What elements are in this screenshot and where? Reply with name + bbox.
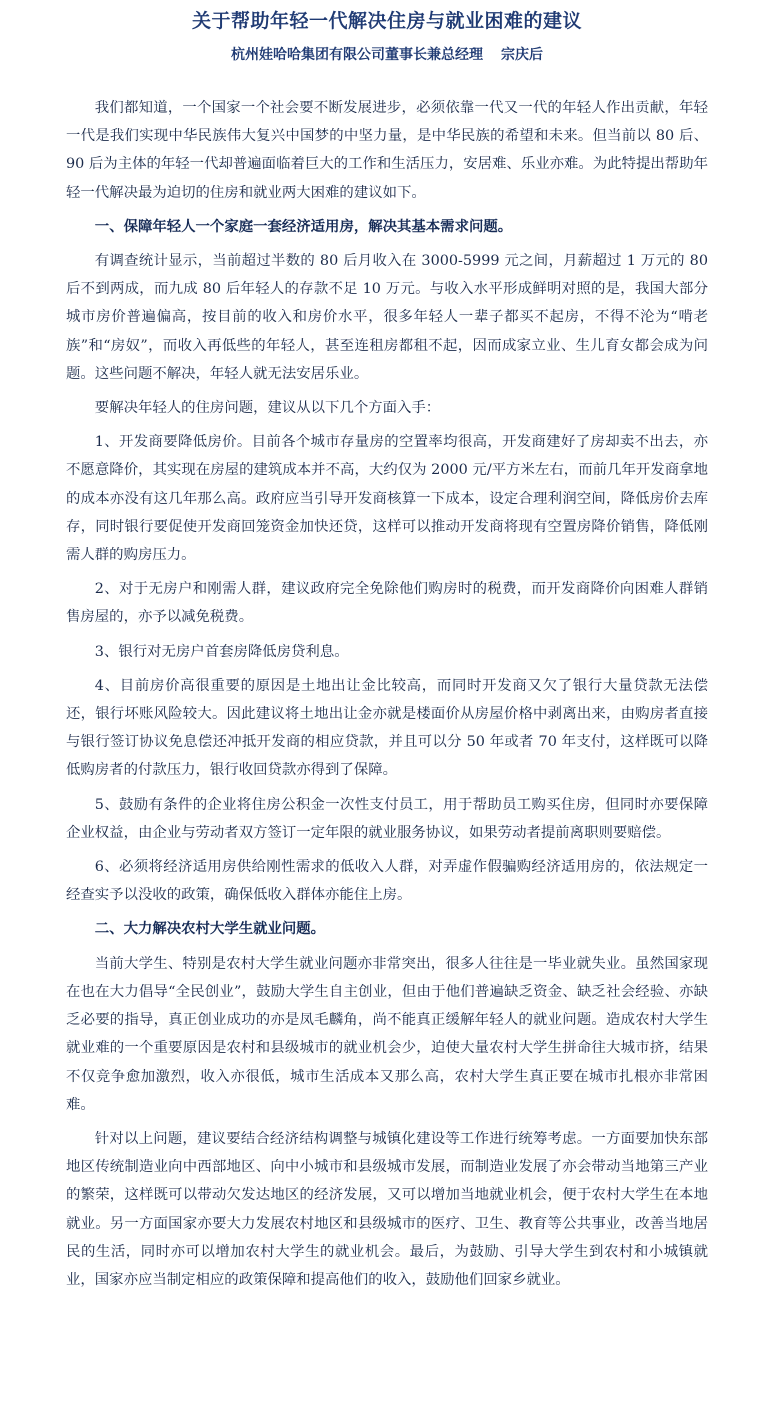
paragraph: 3、银行对无房户首套房降低房贷利息。 <box>94 643 349 660</box>
document-title: 关于帮助年轻一代解决住房与就业困难的建议 <box>191 10 582 32</box>
paragraph: 针对以上问题，建议要结合经济结构调整与城镇化建设等工作进行统筹考虑。一方面要加快东部地区传统制造业向中西部地区、向中小城市和县级城市发展，而制造业发展了亦会带动当地第三产业的繁荣，这样既可以带动欠发达地区的经济发展，又可以增加当地就业机会，便于农村大学生在本地就业。另一方面国家亦要大力发展农村地区和县级城市的医疗、卫生、教育等公共事业，改善当地居民的生活，同时亦可以增加农村大学生的就业机会。最后，为鼓励、引导大学生到农村和小城镇就业，国家亦应当制定相应的政策保障和提高他们的收入，鼓励他们回家乡就业。 <box>66 1130 708 1288</box>
paragraph: 要解决年轻人的住房问题，建议从以下几个方面入手： <box>94 400 441 417</box>
paragraph: 我们都知道，一个国家一个社会要不断发展进步，必须依靠一代又一代的年轻人作出贡献，年轻一代是我们实现中华民族伟大复兴中国梦的中坚力量，是中华民族的希望和未来。但当前以 80 后、90 后为主体的年轻一代却普遍面临着巨大的工作和生活压力，安居难、乐业亦难。为此特提出帮助年轻一代解决最为迫切的住房和就业两大困难的建议如下。 <box>66 100 708 201</box>
section-heading: 二、大力解决农村大学生就业问题。 <box>94 920 326 938</box>
paragraph: 4、目前房价高很重要的原因是土地出让金比较高，而同时开发商又欠了银行大量贷款无法偿还，银行坏账风险较大。因此建议将土地出让金亦就是楼面价从房屋价格中剥离出来，由购房者直接与银行签订协议免息偿还冲抵开发商的相应贷款，并且可以分 50 年或者 70 年支付，这样既可以降低购房者的付款压力，银行收回贷款亦得到了保障。 <box>66 677 708 779</box>
document-body <box>66 94 708 1294</box>
section-heading: 一、保障年轻人一个家庭一套经济适用房，解决其基本需求问题。 <box>94 217 513 235</box>
document-author <box>66 44 708 66</box>
paragraph: 5、鼓励有条件的企业将住房公积金一次性支付员工，用于帮助员工购买住房，但同时亦要保障企业权益，由企业与劳动者双方签订一定年限的就业服务协议，如果劳动者提前离职则要赔偿。 <box>66 796 708 841</box>
author-organization: 杭州娃哈哈集团有限公司董事长兼总经理 <box>231 47 483 63</box>
paragraph: 2、对于无房户和刚需人群，建议政府完全免除他们购房时的税费，而开发商降价向困难人群销售房屋的，亦予以减免税费。 <box>66 581 708 626</box>
paragraph: 有调查统计显示，当前超过半数的 80 后月收入在 3000-5999 元之间，月薪超过 1 万元的 80 后不到两成，而九成 80 后年轻人的存款不足 10 万元。与收入水平形成鲜明对照的是，我国大部分城市房价普遍偏高，按目前的收入和房价水平，很多年轻人一辈子都买不起房，不得不沦为“啃老族”和“房奴”，而收入再低些的年轻人，甚至连租房都租不起，因而成家立业、生儿育女都会成为问题。这些问题不解决，年轻人就无法安居乐业。 <box>66 253 708 382</box>
paragraph: 当前大学生、特别是农村大学生就业问题亦非常突出，很多人往往是一毕业就失业。虽然国家现在也在大力倡导“全民创业”，鼓励大学生自主创业，但由于他们普遍缺乏资金、缺乏社会经验、亦缺乏必要的指导，真正创业成功的亦是凤毛麟角，尚不能真正缓解年轻人的就业问题。造成农村大学生就业难的一个重要原因是农村和县级城市的就业机会少，迫使大量农村大学生拼命往大城市挤，结果不仅竞争愈加激烈，收入亦很低，城市生活成本又那么高，农村大学生真正要在城市扎根亦非常困难。 <box>66 955 708 1113</box>
paragraph: 1、开发商要降低房价。目前各个城市存量房的空置率均很高，开发商建好了房却卖不出去，亦不愿意降价，其实现在房屋的建筑成本并不高，大约仅为 2000 元/平方米左右，而前几年开发商拿地的成本亦没有这几年那么高。政府应当引导开发商核算一下成本，设定合理利润空间，降低房价去库存，同时银行要促使开发商回笼资金加快还贷，这样可以推动开发商将现有空置房降价销售，降低刚需人群的购房压力。 <box>66 434 708 564</box>
paragraph: 6、必须将经济适用房供给刚性需求的低收入人群，对弄虚作假骗购经济适用房的，依法规定一经查实予以没收的政策，确保低收入群体亦能住上房。 <box>66 859 708 904</box>
author-name: 宗庆后 <box>501 47 543 63</box>
